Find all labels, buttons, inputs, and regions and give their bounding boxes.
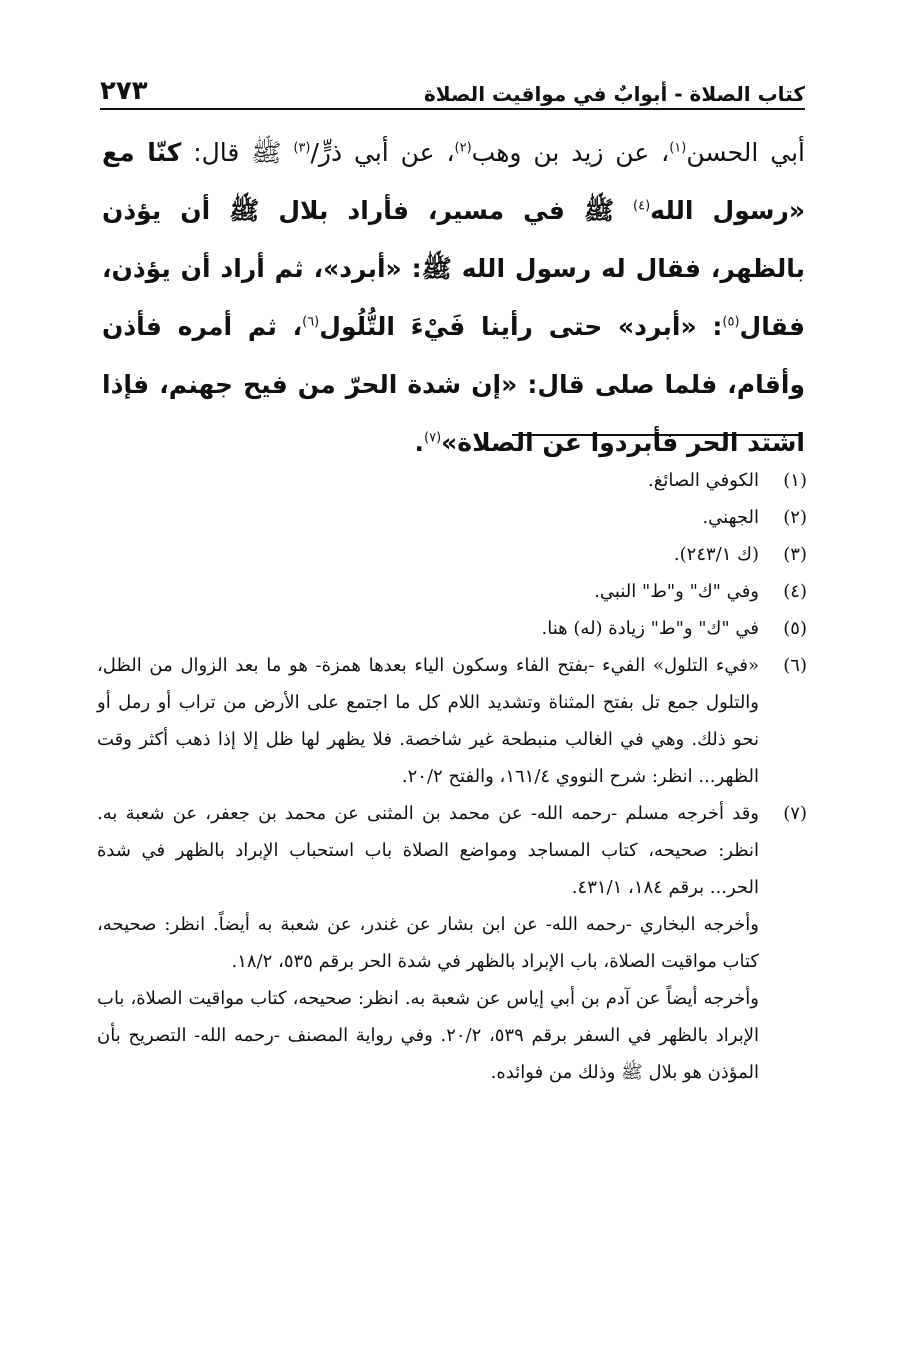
footnote (97, 499, 807, 536)
footnote-number: (٣) (783, 544, 807, 565)
hadith-text: كنّا مع «رسول الله (102, 138, 805, 225)
page-header (100, 66, 805, 106)
footnote-number: (٢) (783, 507, 807, 528)
footnote-text: وفي "ك" و"ط" النبي. (594, 581, 759, 602)
footnote-text: الكوفي الصائغ. (648, 470, 759, 491)
footnote-ref: (١) (669, 140, 687, 156)
footnote (97, 647, 807, 795)
footnote (97, 795, 807, 906)
footnote-number: (٦) (783, 655, 807, 676)
footnote (97, 610, 807, 647)
footnote-ref: (٦) (302, 314, 320, 330)
main-text-segment: ﷺ قال: (181, 138, 294, 167)
footnote-ref: (٧) (424, 430, 442, 446)
footnote-continuation: وأخرجه أيضاً عن آدم بن أبي إياس عن شعبة به. انظر: صحيحه، كتاب مواقيت الصلاة، باب الإبراد بالظهر في السفر برقم ٥٣٩، ٢٠/٢. وفي رواية المصنف -رحمه الله- التصريح بأن المؤذن هو بلال ﷺ وذلك من فوائده. (97, 988, 759, 1083)
footnote-text: «فيء التلول» الفيء -بفتح الفاء وسكون الياء بعدها همزة- هو ما بعد الزوال من الظل، والتلول جمع تل بفتح المثناة وتشديد اللام كل ما اجتمع على الأرض من تراب أو رمل أو نحو ذلك. وهي في الغالب منبطحة غير شاخصة. فلا يظهر لها ظل إلا إذا ذهب أكثر وقت الظهر... انظر: شرح النووي ١٦١/٤، والفتح ٢٠/٢. (97, 655, 759, 787)
footnote-number: (١) (783, 470, 807, 491)
footnote-text: (ك ٢٤٣/١). (673, 544, 759, 565)
footnote-ref: (٤) (633, 198, 651, 214)
footnote-continuation: وأخرجه البخاري -رحمه الله- عن ابن بشار عن غندر، عن شعبة به أيضاً. انظر: صحيحه، كتاب مواقيت الصلاة، باب الإبراد بالظهر في شدة الحر برقم ٥٣٥، ١٨/٢. (97, 914, 759, 972)
footnote-separator (512, 434, 802, 436)
footnote (97, 536, 807, 573)
main-text (102, 124, 805, 472)
footnote-text: وقد أخرجه مسلم -رحمه الله- عن محمد بن المثنى عن محمد بن جعفر، عن شعبة به. انظر: صحيحه، كتاب المساجد ومواضع الصلاة باب استحباب الإبراد بالظهر في شدة الحر... برقم ١٨٤، ٤٣١/١. (97, 803, 759, 898)
hadith-text: : «أبرد» حتى رأينا فَيْءَ التُّلُول (319, 312, 723, 341)
main-text-segment: ، عن زيد بن وهب (471, 138, 670, 167)
footnotes (97, 462, 807, 1091)
footnote-ref: (٢) (454, 140, 472, 156)
main-text-segment: ، عن أبي ذرٍّ/ (310, 138, 455, 167)
main-text-segment: . (414, 428, 425, 457)
header-rule (100, 108, 805, 110)
footnote (97, 573, 807, 610)
hadith-text: ، ثم أمره فأذن وأقام، فلما صلى قال: «إن شدة الحرّ من فيح جهنم، فإذا اشتد الحر فأبردوا عن الصلاة» (102, 312, 805, 457)
footnote-text: في "ك" و"ط" زيادة (له) هنا. (541, 618, 759, 639)
page-number: ٢٧٣ (100, 76, 148, 106)
footnote-ref: (٣) (293, 140, 311, 156)
main-text-segment: أبي الحسن (686, 138, 805, 167)
footnote-number: (٥) (783, 618, 807, 639)
footnote-ref: (٥) (722, 314, 740, 330)
footnote-text: الجهني. (702, 507, 759, 528)
footnote (97, 462, 807, 499)
hadith-text: ﷺ في مسير، فأراد بلال ﷺ أن يؤذن بالظهر، فقال له رسول الله ﷺ: «أبرد»، ثم أراد أن يؤذن، فقال (102, 196, 805, 341)
footnote-number: (٧) (783, 803, 807, 824)
running-title: كتاب الصلاة - أبوابٌ في مواقيت الصلاة (423, 82, 805, 106)
footnote-number: (٤) (783, 581, 807, 602)
